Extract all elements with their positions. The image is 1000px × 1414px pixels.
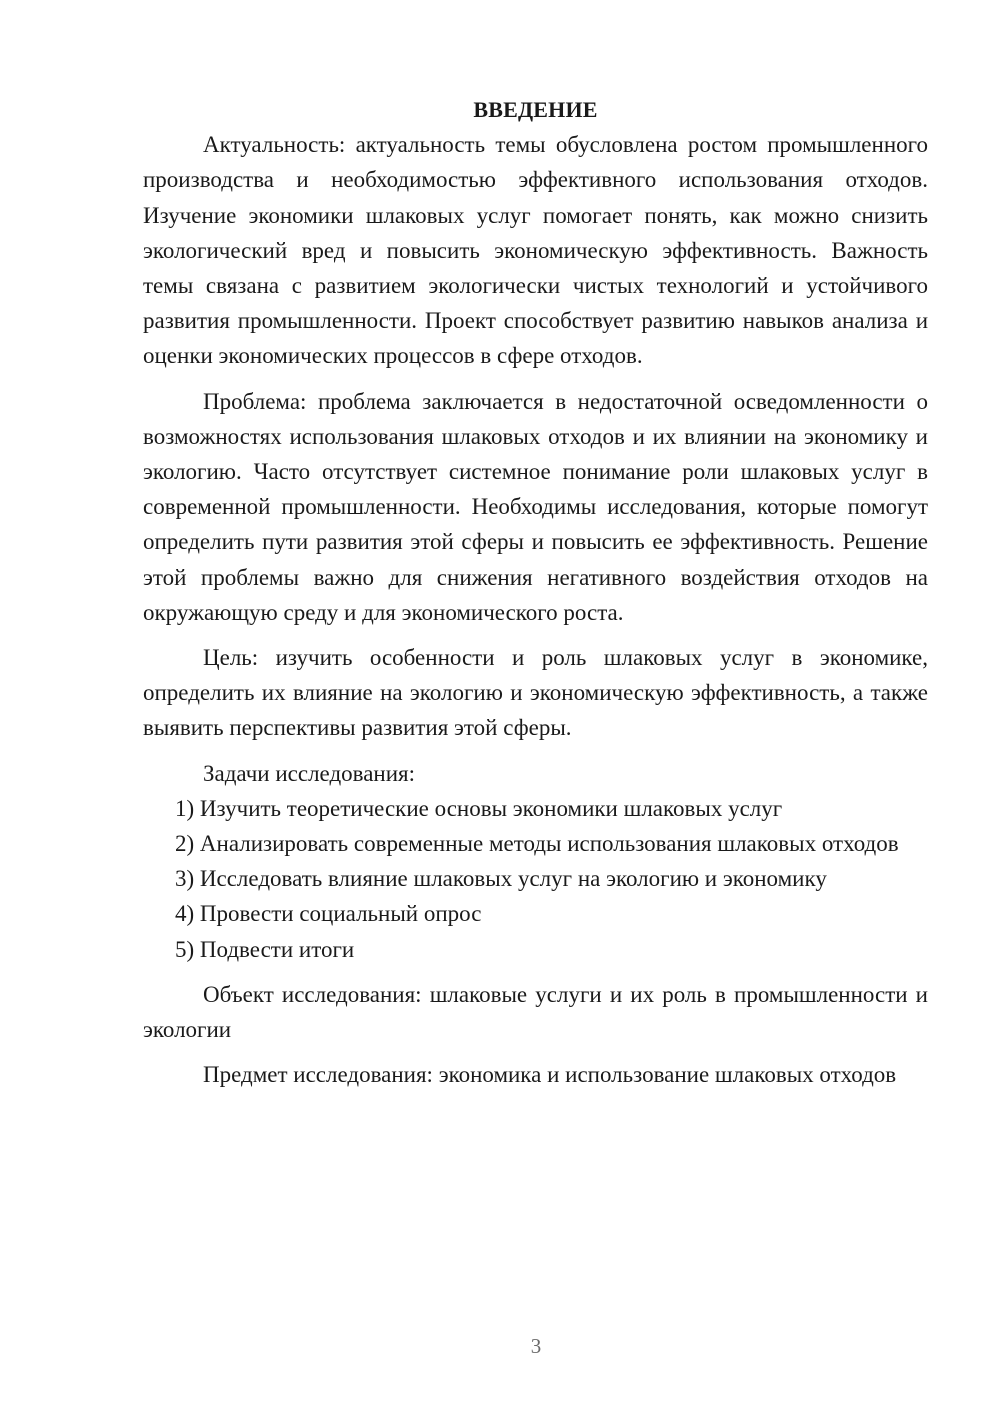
task-item-2: 2) Анализировать современные методы использования шлаковых отходов	[175, 831, 899, 857]
task-item-3: 3) Исследовать влияние шлаковых услуг на экологию и экономику	[175, 866, 827, 892]
relevance-paragraph: Актуальность: актуальность темы обусловлена ростом промышленного производства и необходимостью эффективного использования отходов. Изучение экономики шлаковых услуг помогает понять, как можно снизить экологический вред и повысить экономическую эффективность. Важность темы связана с развитием экологически чистых технологий и устойчивого развития промышленности. Проект способствует развитию навыков анализа и оценки экономических процессов в сфере отходов.	[143, 132, 928, 369]
tasks-heading: Задачи исследования:	[203, 760, 416, 786]
page-content	[143, 92, 928, 1092]
task-item-5: 5) Подвести итоги	[175, 936, 355, 962]
problem-paragraph: Проблема: проблема заключается в недостаточной осведомленности о возможностях использования шлаковых отходов и их влиянии на экономику и экологию. Часто отсутствует системное понимание роли шлаковых услуг в современной промышленности. Необходимы исследования, которые помогут определить пути развития этой сферы и повысить ее эффективность. Решение этой проблемы важно для снижения негативного воздействия отходов на окружающую среду и для экономического роста.	[143, 388, 928, 625]
subject-paragraph: Предмет исследования: экономика и использование шлаковых отходов	[203, 1062, 897, 1088]
section-title: ВВЕДЕНИЕ	[473, 97, 598, 122]
object-paragraph: Объект исследования: шлаковые услуги и их роль в промышленности и экологии	[143, 981, 928, 1043]
task-item-1: 1) Изучить теоретические основы экономики шлаковых услуг	[175, 795, 783, 821]
task-item-4: 4) Провести социальный опрос	[175, 901, 482, 927]
page-number: 3	[530, 1334, 542, 1358]
goal-paragraph: Цель: изучить особенности и роль шлаковых услуг в экономике, определить их влияние на экологию и экономическую эффективность, а также выявить перспективы развития этой сферы.	[143, 645, 928, 741]
